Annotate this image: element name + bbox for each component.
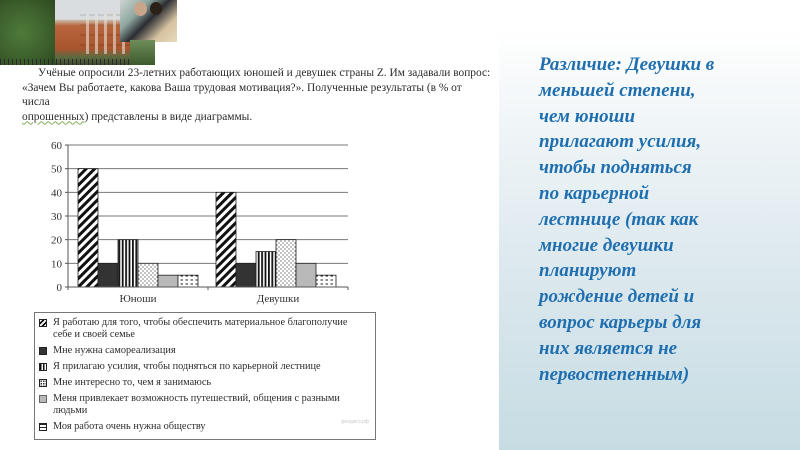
legend-item-interest: [39, 377, 371, 389]
student-head-detail: [134, 2, 147, 16]
conclusion-line: чем юноши: [539, 105, 636, 127]
legend-label: Мне нужна самореализация: [53, 345, 176, 356]
bar: [138, 263, 158, 287]
task-line: «Зачем Вы работаете, какова Ваша трудовая мотивация?». Полученные результаты (в % от числа: [22, 81, 462, 108]
task-description: [22, 66, 492, 124]
watermark: решуегэ.рф: [341, 419, 369, 425]
legend-item-travel: [39, 393, 371, 417]
y-tick-label: 20: [51, 234, 62, 247]
bar: [78, 169, 98, 287]
conclusion-line: по карьерной: [539, 182, 650, 204]
bar: [98, 263, 118, 287]
bar: [158, 275, 178, 287]
legend-label-cont: людьми: [53, 405, 88, 416]
students-photo: [120, 0, 177, 42]
conclusion-line: них является не: [539, 337, 678, 359]
conclusion-line: многие девушки: [539, 234, 674, 256]
bar: [236, 263, 256, 287]
bar: [178, 275, 198, 287]
chart-legend: [34, 312, 376, 440]
conclusion-line: планируют: [539, 260, 637, 282]
y-tick-label: 10: [51, 258, 62, 271]
dots-swatch-icon: [39, 379, 47, 387]
conclusion-line: меньшей степени,: [539, 79, 696, 101]
chart-bars: [78, 169, 336, 287]
bar: [256, 252, 276, 288]
diagonal-hatch-swatch-icon: [39, 319, 47, 327]
legend-item-self-realization: [39, 345, 371, 357]
y-tick-label: 60: [51, 140, 62, 152]
legend-label: Моя работа очень нужна обществу: [53, 421, 206, 432]
bar-chart: [30, 138, 360, 308]
trees-image-detail: [0, 0, 55, 65]
conclusion-line: рождение детей и: [539, 286, 695, 308]
legend-label-cont: себе и своей семье: [53, 329, 135, 340]
conclusion-line: Различие: Девушки в: [539, 54, 715, 75]
legend-item-society: [39, 421, 371, 433]
x-category-label: Юноши: [119, 293, 157, 305]
bar: [316, 275, 336, 287]
conclusion-line: вопрос карьеры для: [539, 311, 702, 333]
bar: [276, 240, 296, 287]
y-tick-label: 30: [51, 211, 62, 223]
conclusion-line: прилагают усилия,: [539, 131, 702, 153]
solid-black-swatch-icon: [39, 347, 47, 355]
task-line: опрошенных) представлены в виде диаграммы.: [22, 110, 253, 123]
student-head-detail: [150, 2, 162, 15]
conclusion-line: чтобы подняться: [539, 157, 692, 179]
bar: [296, 263, 316, 287]
legend-item-career: [39, 361, 371, 373]
task-line: Учёные опросили 23-летних работающих юношей и девушек страны Z. Им задавали вопрос:: [38, 67, 491, 79]
bar: [216, 192, 236, 287]
y-tick-label: 50: [51, 163, 62, 176]
conclusion-line: первостепенным): [539, 363, 690, 385]
conclusion-text: [539, 52, 789, 387]
bar-chart-canvas: [30, 138, 360, 308]
y-tick-label: 0: [56, 282, 62, 294]
legend-label: Мне интересно то, чем я занимаюсь: [53, 377, 212, 388]
legend-label: Я работаю для того, чтобы обеспечить материальное благополучие: [53, 317, 348, 328]
legend-item-material-wellbeing: [39, 317, 371, 341]
vertical-stripes-swatch-icon: [39, 363, 47, 371]
conclusion-line: лестнице (так как: [539, 208, 699, 230]
x-category-label: Девушки: [256, 293, 300, 305]
bar: [118, 240, 138, 287]
legend-label: Меня привлекает возможность путешествий, общения с разными: [53, 393, 340, 404]
solid-gray-swatch-icon: [39, 395, 47, 403]
y-tick-label: 40: [51, 187, 62, 200]
greenery-photo-detail: [130, 40, 155, 65]
legend-label: Я прилагаю усилия, чтобы подняться по карьерной лестнице: [53, 361, 321, 372]
dashes-swatch-icon: [39, 423, 47, 431]
spellcheck-underlined-word: опрошенных: [22, 110, 85, 123]
